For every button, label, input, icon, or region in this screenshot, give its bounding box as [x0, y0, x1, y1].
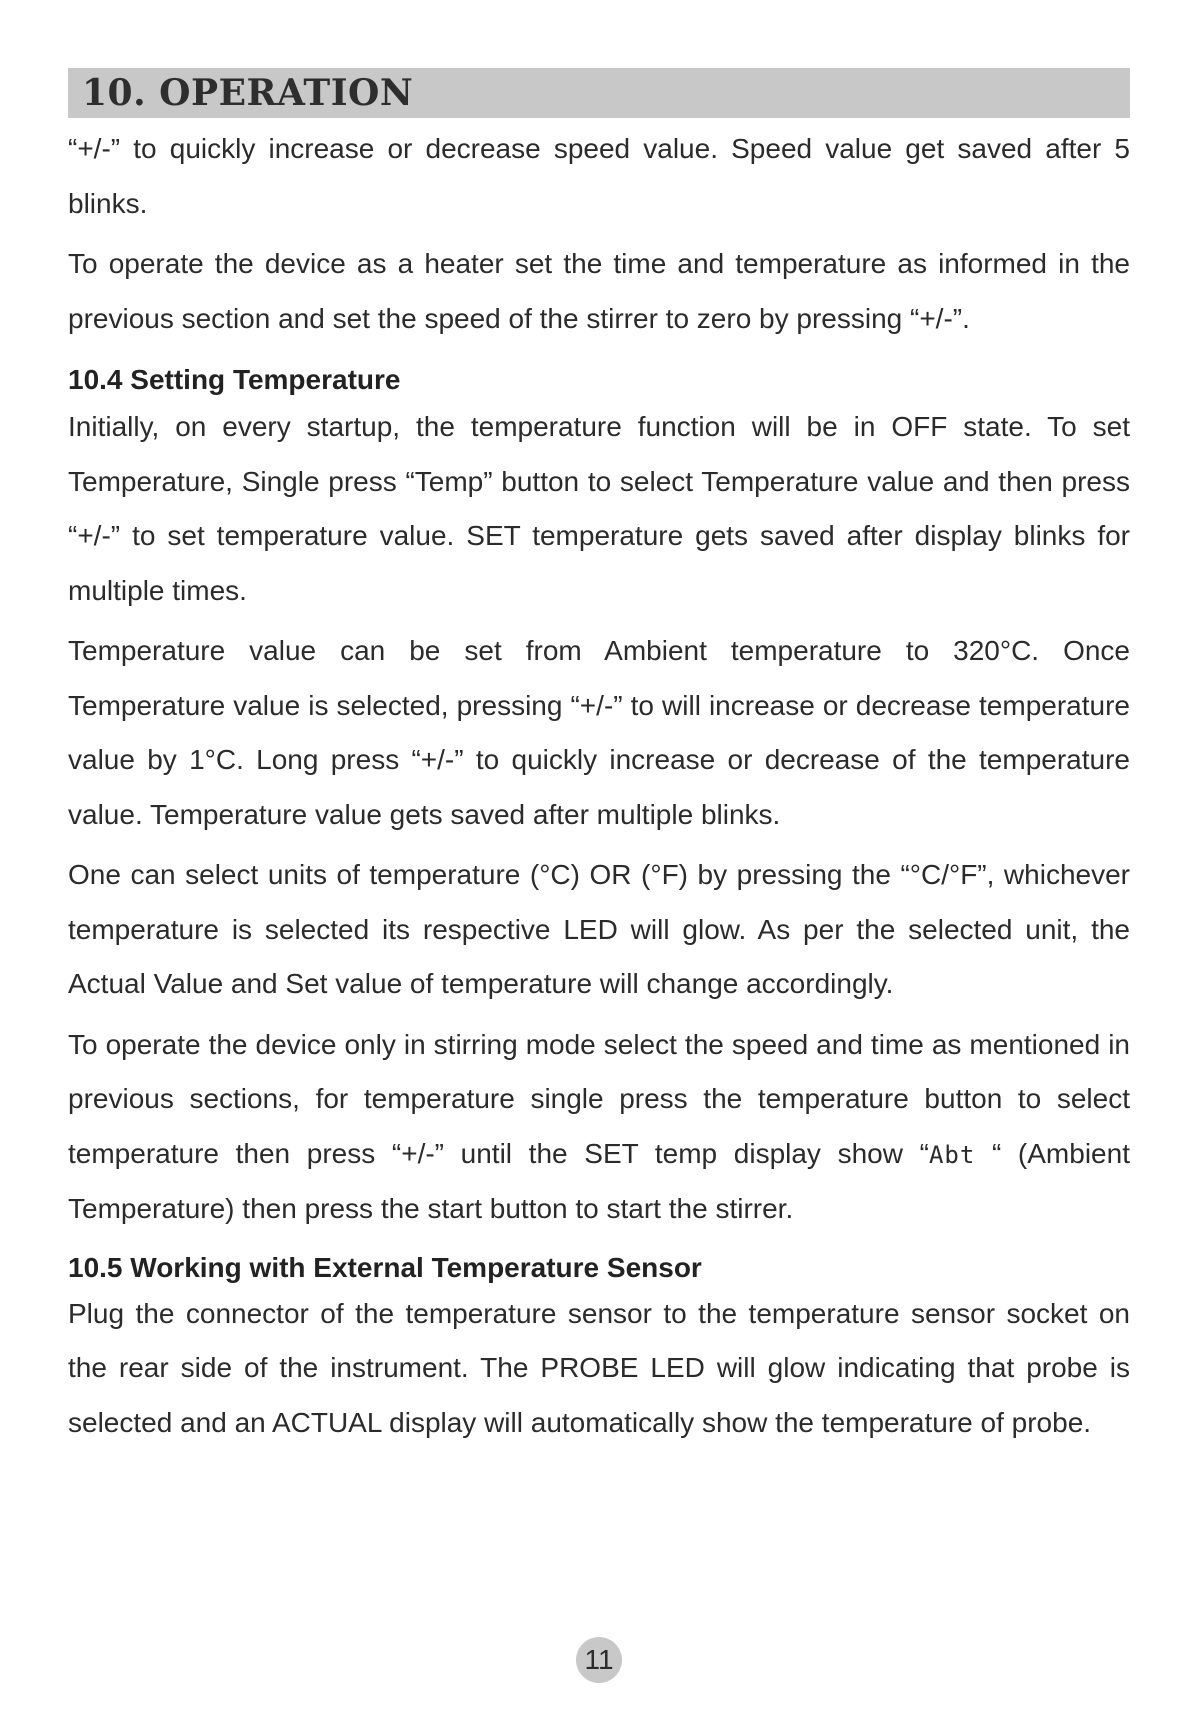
temperature-paragraph-1: Initially, on every startup, the temperature function will be in OFF state. To set Temperature, Single press “Temp” button to select Temperature value and then press “+/-” to set temperature value. SET temperature gets saved after display blinks for multiple times. — [68, 411, 1130, 606]
ambient-display-glyph: Abt — [928, 1140, 976, 1169]
intro-paragraph-1: “+/-” to quickly increase or decrease speed value. Speed value get saved after 5 blinks. — [68, 133, 1130, 219]
page-number-badge — [576, 1637, 622, 1683]
temperature-paragraph-2: Temperature value can be set from Ambient temperature to 320°C. Once Temperature value is selected, pressing “+/-” to will increase or decrease temperature value by 1°C. Long press “+/-” to quickly increase or decrease of the temperature value. Temperature value gets saved after multiple blinks. — [68, 635, 1130, 830]
heading-external-sensor: 10.5 Working with External Temperature Sensor — [68, 1251, 702, 1283]
temperature-paragraph-4 — [68, 1018, 1130, 1237]
section-header-bar — [68, 68, 1130, 118]
temperature-paragraph-4-tail: “ (Ambient Temperature) then press the start button to start the stirrer. — [68, 1137, 1130, 1224]
temperature-paragraph-4-text: To operate the device only in stirring mode select the speed and time as mentioned in previous sections, for temperature single press the temperature button to select temperature then press “+/-” until the SET temp display show “ — [68, 1028, 1130, 1169]
intro-paragraph-2: To operate the device as a heater set the time and temperature as informed in the previous section and set the speed of the stirrer to zero by pressing “+/-”. — [68, 248, 1130, 334]
section-title: 10. OPERATION — [82, 72, 414, 114]
page-content — [68, 68, 1130, 1450]
temperature-paragraph-3: One can select units of temperature (°C) OR (°F) by pressing the “°C/°F”, whichever temperature is selected its respective LED will glow. As per the selected unit, the Actual Value and Set value of temperature will change accordingly. — [68, 859, 1130, 999]
external-sensor-paragraph: Plug the connector of the temperature sensor to the temperature sensor socket on the rear side of the instrument. The PROBE LED will glow indicating that probe is selected and an ACTUAL display will automatically show the temperature of probe. — [68, 1297, 1130, 1438]
heading-setting-temperature: 10.4 Setting Temperature — [68, 364, 401, 395]
page-number: 11 — [584, 1644, 614, 1675]
